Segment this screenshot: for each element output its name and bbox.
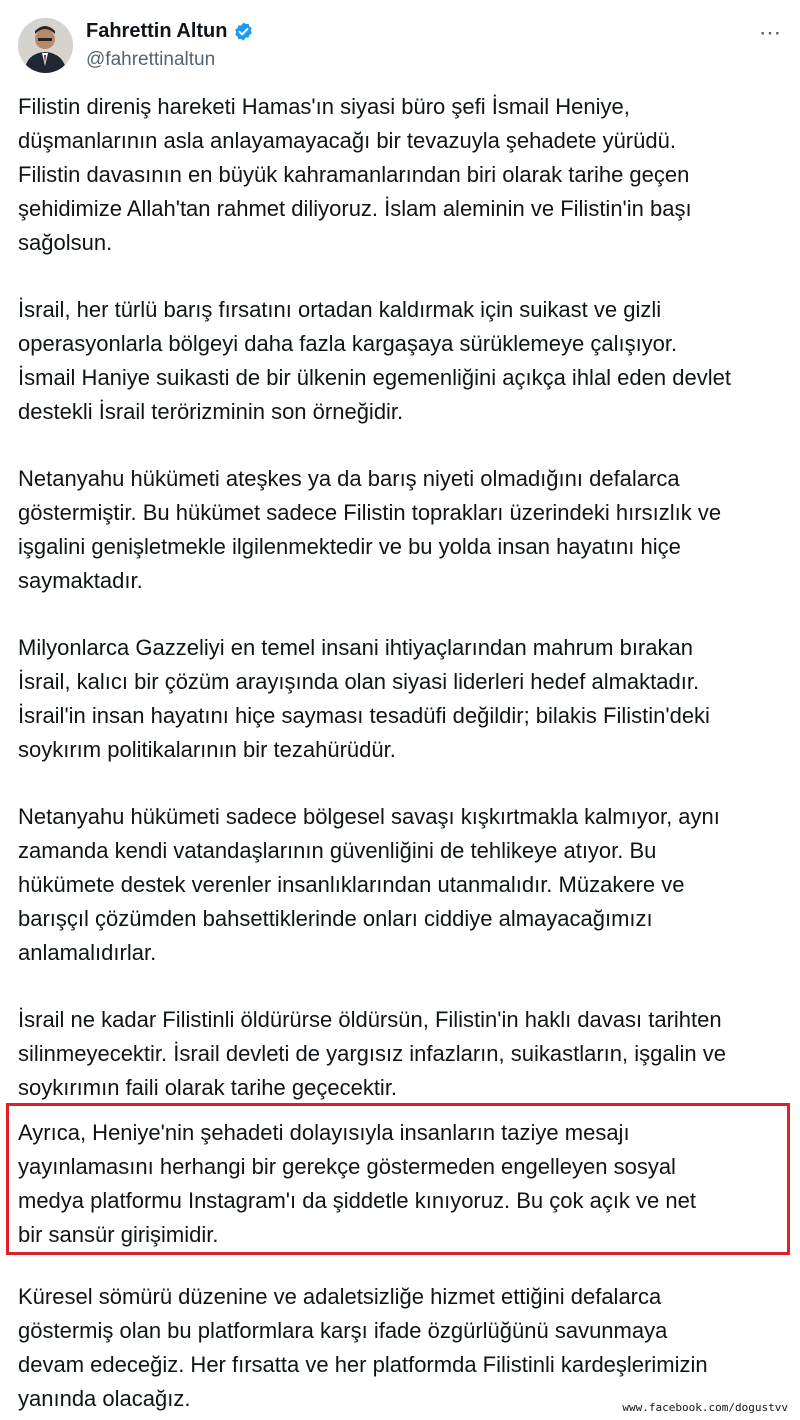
- verified-badge-icon: [233, 21, 254, 42]
- tweet-paragraph: İsrail ne kadar Filistinli öldürürse öldürsün, Filistin'in haklı davası tarihten silinmeyecektir. İsrail devleti de yargısız infazların, suikastların, işgalin ve soykırımın faili olarak tarihe geçecektir.: [18, 1007, 726, 1100]
- author-name[interactable]: Fahrettin Altun: [86, 20, 228, 42]
- tweet-header: [18, 18, 782, 76]
- author-handle[interactable]: @fahrettinaltun: [86, 49, 216, 70]
- tweet-paragraph: Netanyahu hükümeti sadece bölgesel savaşı kışkırtmakla kalmıyor, aynı zamanda kendi vatandaşlarının güvenliğini de tehlikeye atıyor. Bu hükümete destek verenler insanlıklarından utanmalıdır. Müzakere ve barışçıl çözümden bahsettiklerinde onları ciddiye almayacağımızı anlamalıdırlar.: [18, 804, 720, 965]
- watermark: www.facebook.com/dogustvv: [622, 1401, 788, 1414]
- tweet-body: [18, 90, 794, 1138]
- closing-paragraph: Küresel sömürü düzenine ve adaletsizliğe hizmet ettiğini defalarca göstermiş olan bu platformlara karşı ifade özgürlüğünü savunmaya devam edeceğiz. Her fırsatta ve her platformda Filistinli kardeşlerimizin yanında olacağız.: [18, 1284, 708, 1411]
- highlighted-paragraph: Ayrıca, Heniye'nin şehadeti dolayısıyla insanların taziye mesajı yayınlamasını herhangi bir gerekçe göstermeden engelleyen sosyal medya platformu Instagram'ı da şiddetle kınıyoruz. Bu çok açık ve net bir sansür girişimidir.: [18, 1120, 696, 1247]
- avatar[interactable]: [18, 18, 73, 73]
- tweet-paragraph: Filistin direniş hareketi Hamas'ın siyasi büro şefi İsmail Heniye, düşmanlarının asla anlayamayacağı bir tevazuyla şehadete yürüdü. Filistin davasının en büyük kahramanlarından biri olarak tarihe geçen şehidimize Allah'tan rahmet diliyoruz. İslam aleminin ve Filistin'in başı sağolsun.: [18, 94, 692, 255]
- tweet-paragraph: Milyonlarca Gazzeliyi en temel insani ihtiyaçlarından mahrum bırakan İsrail, kalıcı bir çözüm arayışında olan siyasi liderleri hedef almaktadır. İsrail'in insan hayatını hiçe sayması tesadüfi değildir; bilakis Filistin'deki soykırım politikalarının bir tezahürüdür.: [18, 635, 710, 762]
- tweet-paragraph: Netanyahu hükümeti ateşkes ya da barış niyeti olmadığını defalarca göstermiştir. Bu hükümet sadece Filistin toprakları üzerindeki hırsızlık ve işgalini genişletmekle ilgilenmektedir ve bu yolda insan hayatını hiçe saymaktadır.: [18, 466, 722, 593]
- avatar-image: [18, 18, 73, 73]
- tweet-paragraph: İsrail, her türlü barış fırsatını ortadan kaldırmak için suikast ve gizli operasyonlarla bölgeyi daha fazla kargaşaya sürüklemeye çalışıyor. İsmail Haniye suikasti de bir ülkenin egemenliğini açıkça ihlal eden devlet destekli İsrail terörizminin son örneğidir.: [18, 297, 731, 424]
- more-options-icon[interactable]: ⋯: [759, 20, 782, 45]
